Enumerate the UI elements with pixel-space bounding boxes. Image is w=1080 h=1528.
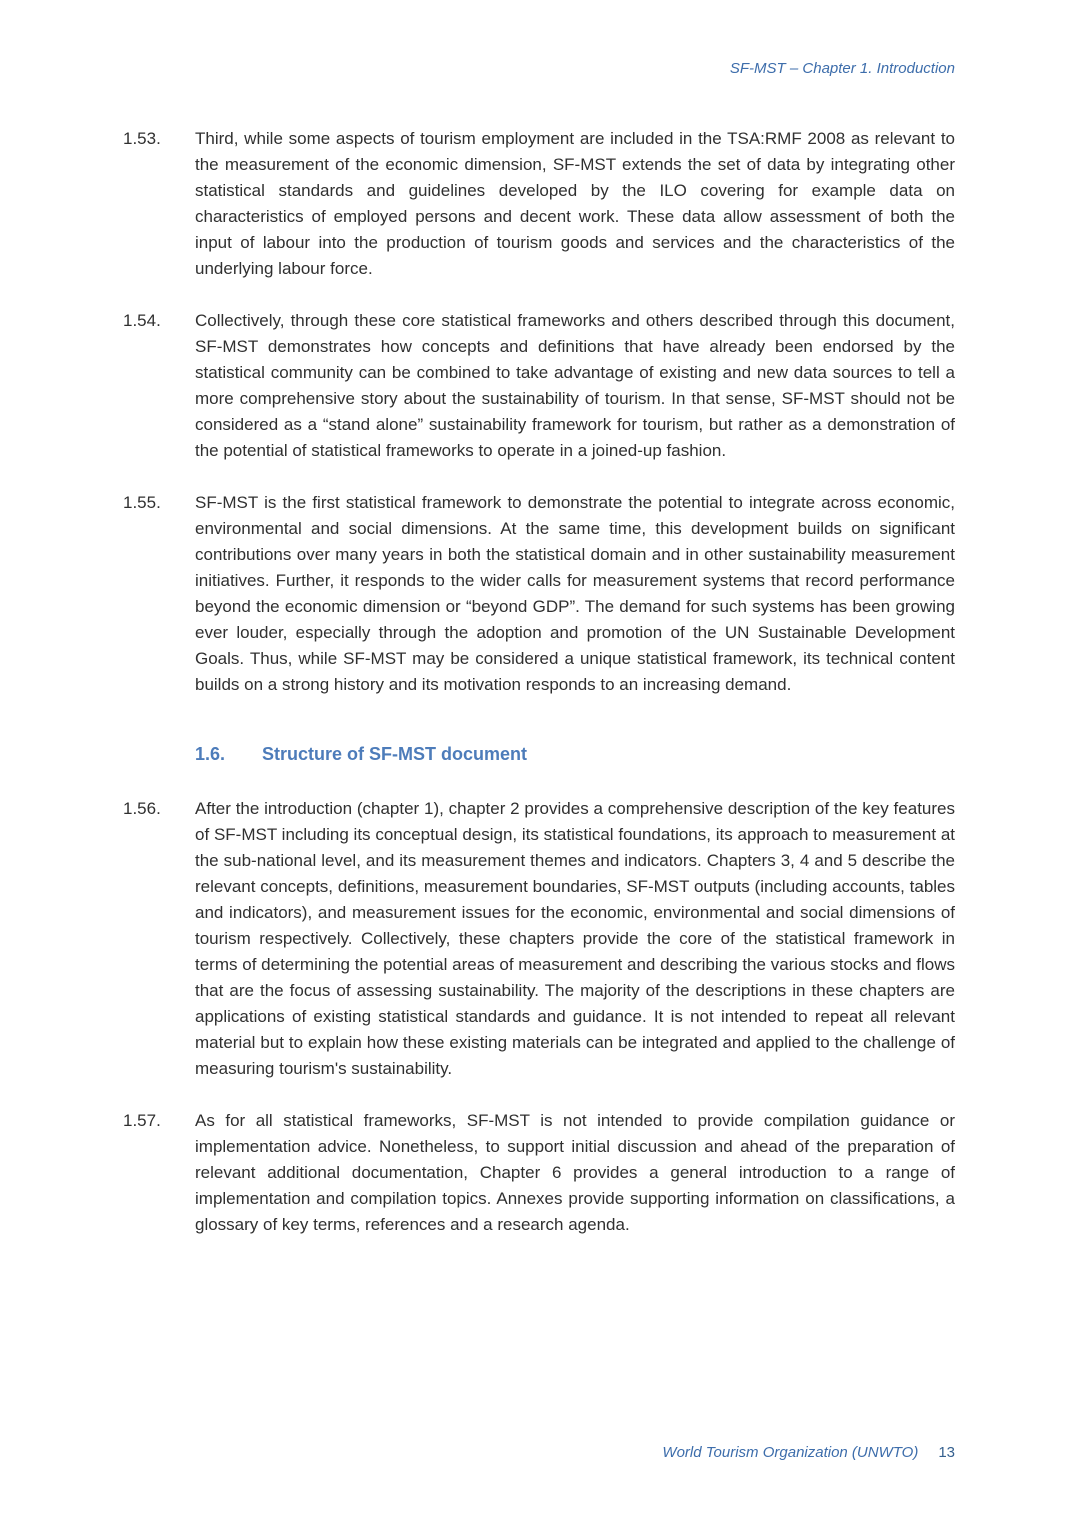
paragraph-number: 1.55.	[123, 493, 161, 512]
paragraph-number: 1.56.	[123, 799, 161, 818]
footer-organization: World Tourism Organization (UNWTO)	[662, 1444, 919, 1461]
page-footer	[0, 1444, 955, 1461]
page-content	[123, 126, 955, 1264]
paragraph-text: After the introduction (chapter 1), chapter 2 provides a comprehensive description of the key features of SF-MST including its conceptual design, its statistical foundations, its approach to measurement at the sub-national level, and its measurement themes and indicators. Chapters 3, 4 and 5 describe the relevant concepts, definitions, measurement boundaries, SF-MST outputs (including accounts, tables and indicators), and measurement issues for the economic, environmental and social dimensions of tourism respectively. Collectively, these chapters provide the core of the statistical framework in terms of determining the potential areas of measurement and describing the various stocks and flows that are the focus of assessing sustainability. The majority of the descriptions in these chapters are applications of existing statistical standards and guidance. It is not intended to repeat all relevant material but to explain how these existing materials can be integrated and applied to the challenge of measuring tourism's sustainability.	[195, 799, 955, 1078]
paragraph-number: 1.53.	[123, 129, 161, 148]
section-heading-1-6	[195, 742, 955, 766]
running-header	[0, 60, 955, 77]
paragraph-1-57	[123, 1108, 955, 1238]
paragraph-text: Collectively, through these core statistical frameworks and others described through this document, SF-MST demonstrates how concepts and definitions that have already been endorsed by the statistical community can be combined to take advantage of existing and new data sources to tell a more comprehensive story about the sustainability of tourism. In that sense, SF-MST should not be considered as a “stand alone” sustainability framework for tourism, but rather as a demonstration of the potential of statistical frameworks to operate in a joined-up fashion.	[195, 311, 955, 460]
page-number: 13	[938, 1444, 955, 1461]
section-title: Structure of SF-MST document	[262, 744, 527, 764]
paragraph-1-54	[123, 308, 955, 464]
paragraph-1-53	[123, 126, 955, 282]
paragraph-number: 1.57.	[123, 1111, 161, 1130]
paragraph-text: Third, while some aspects of tourism employment are included in the TSA:RMF 2008 as relevant to the measurement of the economic dimension, SF-MST extends the set of data by integrating other statistical standards and guidelines developed by the ILO covering for example data on characteristics of employed persons and decent work. These data allow assessment of both the input of labour into the production of tourism goods and services and the characteristics of the underlying labour force.	[195, 129, 955, 278]
paragraph-text: As for all statistical frameworks, SF-MST is not intended to provide compilation guidance or implementation advice. Nonetheless, to support initial discussion and ahead of the preparation of relevant additional documentation, Chapter 6 provides a general introduction to a range of implementation and compilation topics. Annexes provide supporting information on classifications, a glossary of key terms, references and a research agenda.	[195, 1111, 955, 1234]
chapter-title: SF-MST – Chapter 1. Introduction	[729, 60, 955, 77]
section-number: 1.6.	[195, 744, 226, 764]
paragraph-number: 1.54.	[123, 311, 161, 330]
paragraph-1-56	[123, 796, 955, 1082]
paragraph-text: SF-MST is the first statistical framework to demonstrate the potential to integrate across economic, environmental and social dimensions. At the same time, this development builds on significant contributions over many years in both the statistical domain and in other sustainability measurement initiatives. Further, it responds to the wider calls for measurement systems that record performance beyond the economic dimension or “beyond GDP”. The demand for such systems has been growing ever louder, especially through the adoption and promotion of the UN Sustainable Development Goals. Thus, while SF-MST may be considered a unique statistical framework, its technical content builds on a strong history and its motivation responds to an increasing demand.	[195, 493, 955, 694]
paragraph-1-55	[123, 490, 955, 698]
